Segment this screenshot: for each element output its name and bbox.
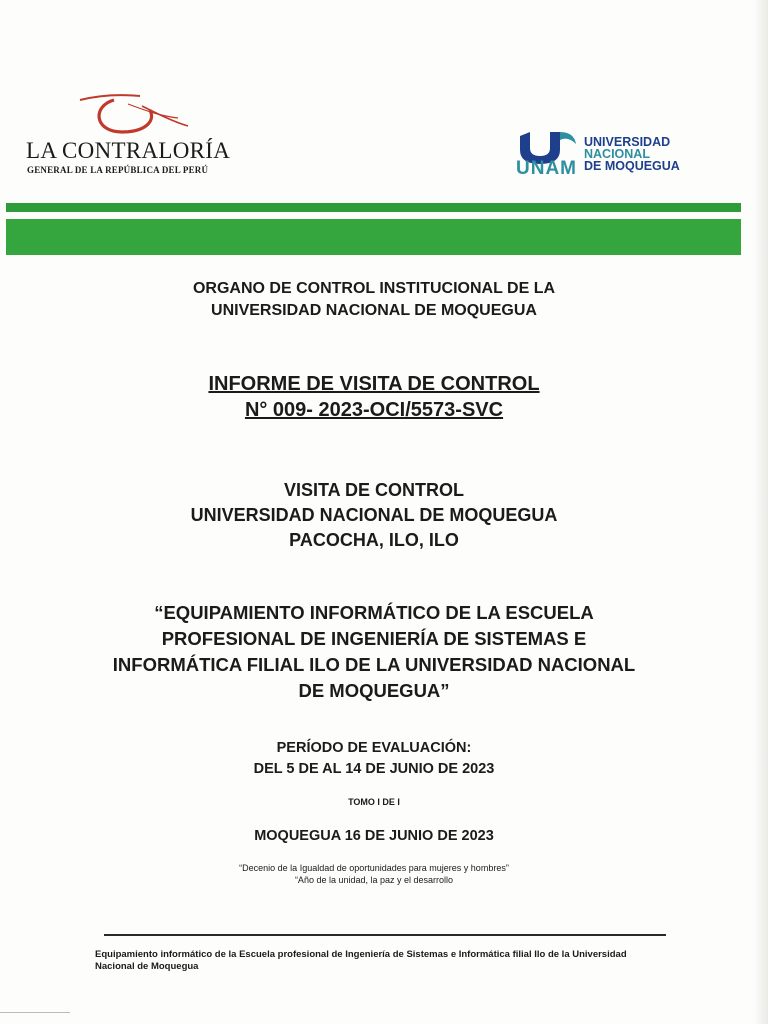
organo-line-1: ORGANO DE CONTROL INSTITUCIONAL DE LA [192,280,556,297]
proyecto-line-1: “EQUIPAMIENTO INFORMÁTICO DE LA ESCUELA [154,602,594,623]
unam-line-1: UNIVERSIDAD [584,135,671,149]
proyecto-line-4: DE MOQUEGUA” [298,680,450,701]
visita-block [0,478,748,553]
proyecto-line-2: PROFESIONAL DE INGENIERÍA DE SISTEMAS E [161,628,587,649]
unam-letters: UNAM [516,158,577,179]
informe-line-1: INFORME DE VISITA DE CONTROL [208,373,540,395]
visita-line-3: PACOCHA, ILO, ILO [289,530,459,550]
periodo-evaluacion [0,738,748,780]
green-band-thin [6,203,741,212]
lema-decenio: “Decenio de la Igualdad de oportunidades para mujeres y hombres” [239,863,509,873]
scan-artifact-line [0,1012,70,1013]
contraloria-swoosh-icon [78,92,190,138]
proyecto-title [0,600,748,704]
visita-line-1: VISITA DE CONTROL [284,480,464,500]
contraloria-name: LA CONTRALORÍA [26,138,231,163]
unam-line-2: NACIONAL [584,147,650,161]
informe-number: N° 009- 2023-OCI/5573-SVC [244,399,504,421]
footer-rule [104,934,666,936]
organo-line-2: UNIVERSIDAD NACIONAL DE MOQUEGUA [211,302,537,319]
page-edge-shadow [754,0,768,1024]
periodo-line-1: PERÍODO DE EVALUACIÓN: [276,740,472,756]
footer-text: Equipamiento informático de la Escuela profesional de Ingeniería de Sistemas e Informática filial Ilo de la Universidad Nacional de Moquegua [95,949,627,972]
unam-wordmark [584,136,680,172]
proyecto-line-3: INFORMÁTICA FILIAL ILO DE LA UNIVERSIDAD NACIONAL [112,654,636,675]
green-band-thick [6,219,741,255]
unam-line-3: DE MOQUEGUA [584,159,680,173]
contraloria-logo [26,92,246,182]
tomo-label: TOMO I DE I [348,797,400,807]
informe-title [0,371,748,423]
organo-heading [0,278,748,322]
contraloria-subtitle: GENERAL DE LA REPÚBLICA DEL PERÚ [27,165,209,175]
visita-line-2: UNIVERSIDAD NACIONAL DE MOQUEGUA [190,505,558,525]
fecha-lugar: MOQUEGUA 16 DE JUNIO DE 2023 [254,828,494,844]
unam-logo [516,130,686,182]
lema-anio: “Año de la unidad, la paz y el desarrollo [294,875,454,885]
periodo-line-2: DEL 5 DE AL 14 DE JUNIO DE 2023 [253,761,495,777]
